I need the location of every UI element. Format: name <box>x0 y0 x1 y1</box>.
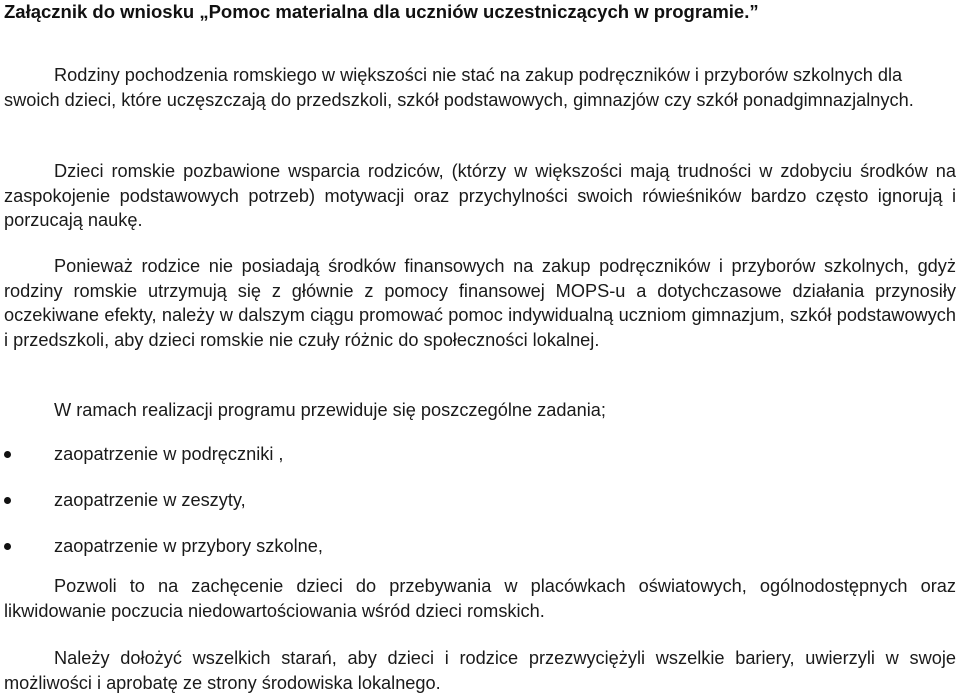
paragraph-overcome-barriers: Należy dołożyć wszelkich starań, aby dzieci i rodzice przezwyciężyli wszelkie bariery, uwierzyli w swoje możliwości i aprobatę ze strony środowiska lokalnego. <box>4 648 956 693</box>
task-label: zaopatrzenie w zeszyty, <box>54 490 246 510</box>
paragraph-roma-children: Dzieci romskie pozbawione wsparcia rodziców, (którzy w większości mają trudności w zdobyciu środków na zaspokojenie podstawowych potrzeb) motywacji oraz przychylności swoich rówieśników bardzo często ignorują i porzucają naukę. <box>4 161 956 230</box>
paragraph-program-tasks-intro: W ramach realizacji programu przewiduje się poszczególne zadania; <box>54 400 606 420</box>
bullet-icon <box>4 497 11 504</box>
list-item <box>4 488 956 534</box>
task-list <box>4 442 956 580</box>
paragraph-financial-support: Ponieważ rodzice nie posiadają środków finansowych na zakup podręczników i przyborów szkolnych, gdyż rodziny romskie utrzymują się z głównie z pomocy finansowej MOPS-u a dotychczasowe działania przynosiły oczekiwane efekty, należy w dalszym ciągu promować pomoc indywidualną uczniom gimnazjum, szkół podstawowych i przedszkoli, aby dzieci romskie nie czuły różnic do społeczności lokalnej. <box>4 256 956 350</box>
paragraph-encouragement: Pozwoli to na zachęcenie dzieci do przebywania w placówkach oświatowych, ogólnodostępnych oraz likwidowanie poczucia niedowartościowania wśród dzieci romskich. <box>4 576 956 621</box>
document-title: Załącznik do wniosku „Pomoc materialna dla uczniów uczestniczących w programie.” <box>4 1 759 22</box>
paragraph-roma-families: Rodziny pochodzenia romskiego w większości nie stać na zakup podręczników i przyborów szkolnych dla swoich dzieci, które uczęszczają do przedszkoli, szkół podstawowych, gimnazjów czy szkół ponadgimnazjalnych. <box>4 65 914 110</box>
bullet-icon <box>4 543 11 550</box>
task-label: zaopatrzenie w przybory szkolne, <box>54 536 323 556</box>
list-item <box>4 442 956 488</box>
bullet-icon <box>4 451 11 458</box>
task-label: zaopatrzenie w podręczniki , <box>54 444 284 464</box>
